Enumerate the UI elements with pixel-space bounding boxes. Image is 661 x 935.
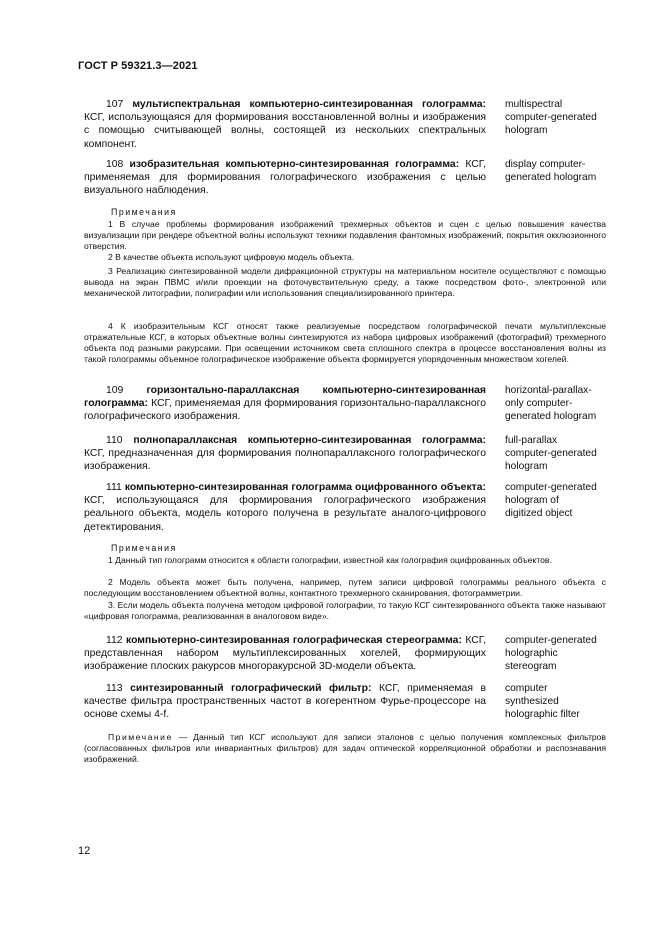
term-english: computer-generated hologram of digitized object [505, 482, 597, 520]
term-title: полнопараллаксная компьютерно-синтезированная голограмма: [133, 435, 487, 446]
note-item: 2 Модель объекта может быть получена, например, путем записи цифровой голограммы реального объекта с последующим восстановлением объектной волны, контактного трехмерного сканирования, фотограмметрии. [84, 577, 606, 598]
term-number: 107 [106, 99, 124, 110]
term-entry [84, 98, 486, 151]
term-definition: КСГ, предназначенная для формирования полнопараллаксного голографического изображения. [84, 448, 486, 473]
note-item: 3 Реализацию синтезированной модели дифракционной структуры на материальном носителе осуществляют с помощью вывода на экран ПВМС и/или проекции на фоточувствительную среду, а также посредством фото-, электронной или механической литографии, полиграфии или использования специализированного принтера. [84, 266, 606, 298]
term-english: display computer- generated hologram [505, 159, 597, 184]
term-entry [84, 634, 486, 674]
notes-heading: Примечания [111, 543, 177, 553]
note-item: 3. Если модель объекта получена методом цифровой голографии, то такую КСГ синтезированного объекта также называют «цифровая голограмма, реализованная в аналоговом виде». [84, 600, 606, 621]
term-english: full-parallax computer-generated hologram [505, 435, 597, 473]
term-definition: КСГ, использующаяся для формирования голографического изображения реального объекта, модель которого получена в результате аналого-цифрового детектирования. [84, 495, 486, 533]
term-number: 113 [106, 683, 123, 694]
term-entry [84, 158, 486, 198]
term-title: синтезированный голографический фильтр: [130, 683, 372, 694]
term-title: мультиспектральная компьютерно-синтезированная голограмма: [132, 99, 487, 110]
note-text: — Данный тип КСГ используют для записи эталонов с целью получения комплексных фильтров (согласованных фильтров или инвариантных фильтров) для задач оптической корреляционной обработки и распознавания изображений. [84, 732, 606, 764]
document-header: ГОСТ Р 59321.3—2021 [78, 60, 198, 72]
term-definition: КСГ, применяемая для формирования голографического изображения с целью визуального наблюдения. [84, 159, 487, 197]
term-entry [84, 384, 486, 424]
term-number: 108 [106, 159, 124, 170]
term-number: 110 [106, 435, 123, 446]
term-entry [84, 682, 486, 722]
term-title: изобразительная компьютерно-синтезированная голограмма: [129, 159, 460, 170]
note-item: 1 Данный тип голограмм относится к области голографии, известной как голография оцифрованных объектов. [108, 555, 552, 565]
note-item [84, 732, 606, 765]
term-title: компьютерно-синтезированная голограмма оцифрованного объекта: [124, 482, 486, 493]
term-english: multispectral computer-generated hologram [505, 99, 597, 137]
term-title: горизонтально-параллаксная компьютерно-синтезированная голограмма: [84, 385, 486, 410]
term-definition: КСГ, применяемая для формирования горизонтально-параллаксного голографического изображения. [84, 398, 486, 423]
term-number: 109 [106, 385, 124, 396]
term-entry [84, 481, 486, 534]
note-item: 1 В случае проблемы формирования изображений трехмерных объектов и сцен с целью повышения качества визуализации при рендере объектной волны используют техники подавления фантомных изображений, покрытия окклюзионного отверстия. [84, 219, 606, 251]
term-entry [84, 434, 486, 474]
notes-heading: Примечания [111, 207, 177, 217]
term-definition: КСГ, применяемая в качестве фильтра пространственных частот в когерентном Фурье-процессоре на основе схемы 4-f. [84, 683, 486, 721]
term-definition: КСГ, представленная набором мультиплексированных хогелей, формирующих изображение плоских ракурсов многоракурсной 3D-модели объекта. [84, 635, 487, 673]
page-number: 12 [78, 845, 91, 857]
note-item: 4 К изобразительным КСГ относят также реализуемые посредством голографической печати мультиплексные отражательные КСГ, в которых объектные волны синтезируются из набора цифровых изображений (фотографий) трехмерного объекта под разными ракурсами. При освещении источником света сплошного спектра в процессе восстановления волны из такой голограммы объемное голографическое изображение объекта формируется упорядоченным множеством хогелей. [84, 321, 606, 364]
term-english: horizontal-parallax- only computer- generated hologram [505, 385, 597, 423]
term-number: 112 [106, 635, 123, 646]
term-definition: КСГ, использующаяся для формирования восстановленной волны и изображения с помощью считывающей волны, состоящей из нескольких спектральных компонент. [84, 112, 486, 150]
note-label: Примечание [108, 732, 173, 742]
term-title: компьютерно-синтезированная голографическая стереограмма: [126, 635, 462, 646]
note-item: 2 В качестве объекта используют цифровую модель объекта. [108, 252, 355, 262]
term-number: 111 [106, 482, 122, 493]
term-english: computer-generated holographic stereogram [505, 635, 597, 673]
term-english: computer synthesized holographic filter [505, 683, 580, 721]
